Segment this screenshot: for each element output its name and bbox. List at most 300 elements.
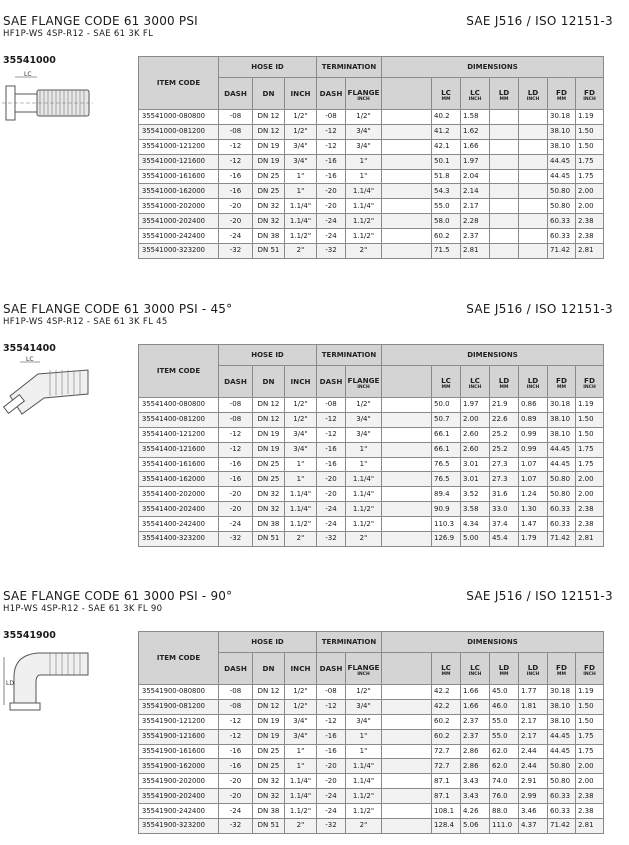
cell-lc-mm: 76.5 xyxy=(432,472,461,487)
cell-lc-inch: 1.58 xyxy=(461,110,490,125)
header-lc-mm xyxy=(432,653,461,685)
cell-ld-inch: 1.07 xyxy=(519,472,548,487)
cell-inch: 2" xyxy=(285,532,317,547)
cell-inch: 2" xyxy=(285,244,317,259)
cell-flange: 1/2" xyxy=(346,398,382,413)
cell-dn: DN 12 xyxy=(253,412,285,427)
header-fd-inch xyxy=(576,653,604,685)
header-dimensions: DIMENSIONS xyxy=(382,345,604,366)
cell-term-dash: -20 xyxy=(317,487,346,502)
cell-lc-inch: 2.60 xyxy=(461,442,490,457)
cell-inch: 1.1/2" xyxy=(285,517,317,532)
cell-ld-mm: 21.9 xyxy=(490,398,519,413)
cell-fd-inch: 1.19 xyxy=(576,110,604,125)
header-fd-inch xyxy=(576,366,604,398)
fd-inch-label: FD xyxy=(584,375,595,385)
cell-ld-mm xyxy=(490,169,519,184)
cell-spacer xyxy=(382,229,432,244)
header-flange-label: FLANGE xyxy=(347,375,380,385)
cell-inch: 1" xyxy=(285,472,317,487)
header-termination: TERMINATION xyxy=(317,632,382,653)
cell-item-code: 35541000-081200 xyxy=(139,124,219,139)
cell-ld-mm: 45.4 xyxy=(490,532,519,547)
cell-fd-mm: 50.80 xyxy=(548,472,576,487)
cell-fd-mm: 50.80 xyxy=(548,759,576,774)
cell-lc-mm: 110.3 xyxy=(432,517,461,532)
cell-spacer xyxy=(382,412,432,427)
cell-spacer xyxy=(382,124,432,139)
table-row xyxy=(139,472,604,487)
cell-fd-inch: 2.00 xyxy=(576,759,604,774)
cell-dn: DN 51 xyxy=(253,819,285,834)
cell-dash: -20 xyxy=(219,774,253,789)
fd-mm-label: FD xyxy=(556,87,567,97)
cell-fd-mm: 60.33 xyxy=(548,789,576,804)
ld-mm-label: LD xyxy=(498,375,510,385)
cell-spacer xyxy=(382,789,432,804)
cell-dash: -16 xyxy=(219,184,253,199)
cell-item-code: 35541400-202400 xyxy=(139,502,219,517)
cell-lc-mm: 50.7 xyxy=(432,412,461,427)
cell-ld-inch: 1.77 xyxy=(519,685,548,700)
cell-fd-mm: 60.33 xyxy=(548,229,576,244)
header-flange xyxy=(346,653,382,685)
cell-flange: 1" xyxy=(346,744,382,759)
cell-dn: DN 25 xyxy=(253,184,285,199)
cell-term-dash: -12 xyxy=(317,714,346,729)
header-dn: DN xyxy=(253,653,285,685)
fd-mm-label: FD xyxy=(556,375,567,385)
cell-ld-inch: 1.81 xyxy=(519,699,548,714)
ld-mm-label: LD xyxy=(498,87,510,97)
cell-ld-inch xyxy=(519,169,548,184)
cell-fd-inch: 1.75 xyxy=(576,154,604,169)
cell-ld-inch: 2.91 xyxy=(519,774,548,789)
cell-term-dash: -08 xyxy=(317,685,346,700)
cell-ld-inch xyxy=(519,214,548,229)
cell-fd-inch: 1.19 xyxy=(576,685,604,700)
cell-fd-mm: 50.80 xyxy=(548,199,576,214)
cell-lc-mm: 42.2 xyxy=(432,699,461,714)
table-row xyxy=(139,685,604,700)
cell-lc-mm: 58.0 xyxy=(432,214,461,229)
cell-fd-mm: 50.80 xyxy=(548,487,576,502)
cell-term-dash: -20 xyxy=(317,774,346,789)
table-row xyxy=(139,729,604,744)
cell-fd-inch: 1.75 xyxy=(576,442,604,457)
cell-inch: 3/4" xyxy=(285,427,317,442)
cell-flange: 1/2" xyxy=(346,110,382,125)
table-row xyxy=(139,184,604,199)
cell-fd-mm: 30.18 xyxy=(548,110,576,125)
cell-dash: -08 xyxy=(219,398,253,413)
cell-item-code: 35541400-202000 xyxy=(139,487,219,502)
header-hose-id: HOSE ID xyxy=(219,632,317,653)
cell-ld-inch: 2.44 xyxy=(519,744,548,759)
cell-flange: 1.1/2" xyxy=(346,789,382,804)
cell-dn: DN 38 xyxy=(253,804,285,819)
cell-spacer xyxy=(382,472,432,487)
cell-dash: -32 xyxy=(219,244,253,259)
cell-lc-inch: 2.17 xyxy=(461,199,490,214)
cell-spacer xyxy=(382,110,432,125)
cell-dash: -20 xyxy=(219,199,253,214)
header-flange-label: FLANGE xyxy=(347,87,380,97)
table-row xyxy=(139,804,604,819)
cell-ld-inch: 2.17 xyxy=(519,714,548,729)
header-term-dash: DASH xyxy=(317,653,346,685)
cell-spacer xyxy=(382,744,432,759)
cell-dn: DN 12 xyxy=(253,110,285,125)
cell-dash: -12 xyxy=(219,442,253,457)
cell-term-dash: -32 xyxy=(317,244,346,259)
cell-ld-mm xyxy=(490,139,519,154)
header-term-dash: DASH xyxy=(317,366,346,398)
header-flange-unit: INCH xyxy=(357,384,370,390)
cell-dn: DN 12 xyxy=(253,699,285,714)
cell-item-code: 35541400-162000 xyxy=(139,472,219,487)
cell-fd-mm: 60.33 xyxy=(548,804,576,819)
cell-inch: 1" xyxy=(285,457,317,472)
unit-mm: MM xyxy=(499,671,509,677)
cell-fd-inch: 2.38 xyxy=(576,517,604,532)
standard-label: SAE J516 / ISO 12151-3 xyxy=(466,14,613,28)
cell-spacer xyxy=(382,532,432,547)
cell-spacer xyxy=(382,457,432,472)
cell-dash: -12 xyxy=(219,729,253,744)
cell-item-code: 35541000-121600 xyxy=(139,154,219,169)
cell-flange: 1" xyxy=(346,442,382,457)
cell-inch: 1.1/4" xyxy=(285,199,317,214)
section-title: SAE FLANGE CODE 61 3000 PSI - 90° xyxy=(3,589,233,603)
cell-fd-mm: 44.45 xyxy=(548,744,576,759)
cell-fd-mm: 38.10 xyxy=(548,714,576,729)
header-inch: INCH xyxy=(285,78,317,110)
cell-dn: DN 19 xyxy=(253,442,285,457)
cell-lc-inch: 3.58 xyxy=(461,502,490,517)
header-lc-inch xyxy=(461,78,490,110)
cell-ld-mm xyxy=(490,244,519,259)
cell-fd-inch: 2.38 xyxy=(576,214,604,229)
cell-dash: -16 xyxy=(219,744,253,759)
cell-ld-mm: 46.0 xyxy=(490,699,519,714)
cell-ld-inch xyxy=(519,154,548,169)
cell-lc-inch: 2.14 xyxy=(461,184,490,199)
cell-ld-inch: 2.17 xyxy=(519,729,548,744)
cell-spacer xyxy=(382,398,432,413)
cell-item-code: 35541000-202000 xyxy=(139,199,219,214)
table-row xyxy=(139,229,604,244)
cell-lc-mm: 108.1 xyxy=(432,804,461,819)
cell-inch: 1.1/4" xyxy=(285,774,317,789)
section-subtitle: HF1P-WS 4SP-R12 - SAE 61 3K FL 45 xyxy=(3,317,168,327)
table-row xyxy=(139,774,604,789)
ld-inch-label: LD xyxy=(527,375,539,385)
cell-lc-inch: 3.01 xyxy=(461,472,490,487)
cell-dash: -20 xyxy=(219,487,253,502)
table-row xyxy=(139,487,604,502)
cell-dash: -08 xyxy=(219,110,253,125)
cell-flange: 3/4" xyxy=(346,139,382,154)
cell-dash: -24 xyxy=(219,517,253,532)
cell-item-code: 35541000-162000 xyxy=(139,184,219,199)
cell-lc-inch: 1.66 xyxy=(461,139,490,154)
cell-item-code: 35541400-121200 xyxy=(139,427,219,442)
cell-ld-inch: 0.99 xyxy=(519,427,548,442)
cell-spacer xyxy=(382,819,432,834)
header-spacer xyxy=(382,366,432,398)
cell-dn: DN 32 xyxy=(253,199,285,214)
cell-flange: 1.1/4" xyxy=(346,184,382,199)
cell-inch: 1" xyxy=(285,744,317,759)
cell-fd-inch: 2.81 xyxy=(576,819,604,834)
cell-lc-inch: 5.00 xyxy=(461,532,490,547)
cell-fd-inch: 2.00 xyxy=(576,487,604,502)
unit-inch: INCH xyxy=(468,671,482,677)
unit-mm: MM xyxy=(441,96,451,102)
cell-dn: DN 38 xyxy=(253,229,285,244)
cell-fd-mm: 44.45 xyxy=(548,729,576,744)
cell-lc-mm: 41.2 xyxy=(432,124,461,139)
fd-inch-label: FD xyxy=(584,87,595,97)
table-row xyxy=(139,199,604,214)
cell-fd-inch: 2.38 xyxy=(576,502,604,517)
cell-lc-inch: 4.34 xyxy=(461,517,490,532)
unit-inch: INCH xyxy=(468,384,482,390)
header-dn: DN xyxy=(253,366,285,398)
header-ld-inch xyxy=(519,78,548,110)
cell-flange: 1.1/2" xyxy=(346,804,382,819)
unit-mm: MM xyxy=(557,384,566,390)
cell-dash: -08 xyxy=(219,124,253,139)
cell-dash: -32 xyxy=(219,532,253,547)
table-row xyxy=(139,759,604,774)
cell-dash: -20 xyxy=(219,789,253,804)
header-dimensions: DIMENSIONS xyxy=(382,632,604,653)
cell-lc-inch: 2.60 xyxy=(461,427,490,442)
cell-term-dash: -16 xyxy=(317,154,346,169)
standard-label: SAE J516 / ISO 12151-3 xyxy=(466,302,613,316)
cell-lc-mm: 55.0 xyxy=(432,199,461,214)
cell-item-code: 35541900-202000 xyxy=(139,774,219,789)
cell-ld-mm xyxy=(490,124,519,139)
cell-term-dash: -16 xyxy=(317,457,346,472)
cell-lc-inch: 2.37 xyxy=(461,714,490,729)
header-ld-mm xyxy=(490,653,519,685)
cell-term-dash: -24 xyxy=(317,502,346,517)
cell-term-dash: -12 xyxy=(317,699,346,714)
cell-item-code: 35541400-242400 xyxy=(139,517,219,532)
cell-lc-mm: 128.4 xyxy=(432,819,461,834)
cell-item-code: 35541000-202400 xyxy=(139,214,219,229)
cell-flange: 2" xyxy=(346,819,382,834)
cell-dash: -16 xyxy=(219,472,253,487)
unit-inch: INCH xyxy=(583,384,596,390)
cell-lc-mm: 60.2 xyxy=(432,714,461,729)
header-dimensions: DIMENSIONS xyxy=(382,57,604,78)
cell-fd-mm: 44.45 xyxy=(548,457,576,472)
header-lc-mm xyxy=(432,366,461,398)
header-flange xyxy=(346,366,382,398)
cell-flange: 1" xyxy=(346,154,382,169)
cell-lc-inch: 2.86 xyxy=(461,744,490,759)
cell-item-code: 35541900-081200 xyxy=(139,699,219,714)
cell-ld-inch: 0.99 xyxy=(519,442,548,457)
cell-ld-mm: 62.0 xyxy=(490,759,519,774)
cell-term-dash: -08 xyxy=(317,110,346,125)
header-dn: DN xyxy=(253,78,285,110)
cell-fd-mm: 44.45 xyxy=(548,154,576,169)
cell-term-dash: -16 xyxy=(317,744,346,759)
ld-inch-label: LD xyxy=(527,87,539,97)
cell-fd-inch: 2.38 xyxy=(576,789,604,804)
cell-fd-inch: 1.50 xyxy=(576,412,604,427)
cell-lc-inch: 2.37 xyxy=(461,229,490,244)
cell-ld-mm xyxy=(490,154,519,169)
lc-inch-label: LC xyxy=(470,662,480,672)
cell-ld-mm xyxy=(490,229,519,244)
cell-fd-mm: 38.10 xyxy=(548,124,576,139)
cell-ld-mm: 76.0 xyxy=(490,789,519,804)
cell-lc-inch: 3.01 xyxy=(461,457,490,472)
cell-lc-mm: 50.1 xyxy=(432,154,461,169)
svg-text:LC: LC xyxy=(24,71,32,78)
cell-term-dash: -32 xyxy=(317,532,346,547)
header-item-code: ITEM CODE xyxy=(139,345,219,398)
cell-inch: 3/4" xyxy=(285,442,317,457)
cell-item-code: 35541900-121600 xyxy=(139,729,219,744)
part-number: 35541400 xyxy=(3,343,56,354)
lc-inch-label: LC xyxy=(470,375,480,385)
header-flange xyxy=(346,78,382,110)
cell-inch: 1.1/4" xyxy=(285,502,317,517)
header-termination: TERMINATION xyxy=(317,57,382,78)
cell-fd-inch: 2.00 xyxy=(576,774,604,789)
cell-fd-inch: 1.50 xyxy=(576,139,604,154)
cell-flange: 3/4" xyxy=(346,427,382,442)
cell-lc-mm: 72.7 xyxy=(432,744,461,759)
header-lc-mm xyxy=(432,78,461,110)
cell-inch: 3/4" xyxy=(285,714,317,729)
cell-spacer xyxy=(382,685,432,700)
cell-term-dash: -12 xyxy=(317,139,346,154)
cell-fd-mm: 71.42 xyxy=(548,819,576,834)
lc-mm-label: LC xyxy=(441,662,451,672)
cell-term-dash: -20 xyxy=(317,199,346,214)
cell-item-code: 35541400-081200 xyxy=(139,412,219,427)
cell-flange: 1" xyxy=(346,169,382,184)
cell-ld-mm: 25.2 xyxy=(490,442,519,457)
cell-spacer xyxy=(382,442,432,457)
section-subtitle: H1P-WS 4SP-R12 - SAE 61 3K FL 90 xyxy=(3,604,163,614)
svg-text:LD: LD xyxy=(6,680,14,687)
cell-item-code: 35541400-323200 xyxy=(139,532,219,547)
unit-inch: INCH xyxy=(583,96,596,102)
cell-flange: 1" xyxy=(346,457,382,472)
cell-flange: 3/4" xyxy=(346,412,382,427)
cell-lc-mm: 76.5 xyxy=(432,457,461,472)
fitting-drawing-icon xyxy=(0,356,95,426)
cell-inch: 1/2" xyxy=(285,110,317,125)
header-dash: DASH xyxy=(219,653,253,685)
cell-inch: 1.1/2" xyxy=(285,804,317,819)
cell-dn: DN 19 xyxy=(253,714,285,729)
cell-flange: 1.1/2" xyxy=(346,214,382,229)
cell-lc-mm: 90.9 xyxy=(432,502,461,517)
cell-lc-inch: 1.97 xyxy=(461,398,490,413)
cell-term-dash: -24 xyxy=(317,214,346,229)
cell-ld-mm: 55.0 xyxy=(490,729,519,744)
cell-inch: 1/2" xyxy=(285,699,317,714)
cell-dn: DN 51 xyxy=(253,244,285,259)
cell-ld-mm: 74.0 xyxy=(490,774,519,789)
cell-inch: 1/2" xyxy=(285,398,317,413)
cell-ld-inch: 1.24 xyxy=(519,487,548,502)
cell-inch: 1/2" xyxy=(285,124,317,139)
cell-dash: -12 xyxy=(219,427,253,442)
table-row xyxy=(139,442,604,457)
cell-lc-mm: 72.7 xyxy=(432,759,461,774)
cell-dash: -08 xyxy=(219,412,253,427)
cell-dn: DN 19 xyxy=(253,154,285,169)
table-row xyxy=(139,169,604,184)
cell-ld-inch: 1.07 xyxy=(519,457,548,472)
cell-ld-inch: 0.86 xyxy=(519,398,548,413)
cell-ld-mm: 27.3 xyxy=(490,472,519,487)
cell-ld-mm: 45.0 xyxy=(490,685,519,700)
cell-lc-inch: 2.37 xyxy=(461,729,490,744)
cell-dash: -16 xyxy=(219,457,253,472)
cell-ld-mm xyxy=(490,199,519,214)
spec-table xyxy=(138,344,604,547)
cell-dash: -24 xyxy=(219,229,253,244)
cell-lc-mm: 60.2 xyxy=(432,229,461,244)
header-lc-inch xyxy=(461,366,490,398)
cell-ld-inch: 1.79 xyxy=(519,532,548,547)
table-row xyxy=(139,789,604,804)
cell-flange: 1" xyxy=(346,729,382,744)
cell-spacer xyxy=(382,244,432,259)
cell-lc-inch: 2.28 xyxy=(461,214,490,229)
cell-lc-inch: 2.04 xyxy=(461,169,490,184)
cell-ld-mm: 88.0 xyxy=(490,804,519,819)
cell-lc-inch: 1.66 xyxy=(461,699,490,714)
header-hose-id: HOSE ID xyxy=(219,57,317,78)
cell-ld-mm: 55.0 xyxy=(490,714,519,729)
table-row xyxy=(139,819,604,834)
lc-inch-label: LC xyxy=(470,87,480,97)
cell-fd-inch: 2.00 xyxy=(576,472,604,487)
cell-dash: -16 xyxy=(219,759,253,774)
table-row xyxy=(139,699,604,714)
cell-fd-inch: 1.50 xyxy=(576,699,604,714)
cell-lc-mm: 60.2 xyxy=(432,729,461,744)
cell-item-code: 35541400-121600 xyxy=(139,442,219,457)
cell-inch: 2" xyxy=(285,819,317,834)
unit-inch: INCH xyxy=(468,96,482,102)
cell-ld-inch xyxy=(519,110,548,125)
unit-inch: INCH xyxy=(583,671,596,677)
table-row xyxy=(139,110,604,125)
cell-ld-mm: 27.3 xyxy=(490,457,519,472)
cell-item-code: 35541900-202400 xyxy=(139,789,219,804)
cell-lc-mm: 40.2 xyxy=(432,110,461,125)
cell-item-code: 35541000-161600 xyxy=(139,169,219,184)
cell-inch: 3/4" xyxy=(285,729,317,744)
cell-lc-mm: 87.1 xyxy=(432,789,461,804)
cell-flange: 2" xyxy=(346,244,382,259)
cell-dash: -24 xyxy=(219,804,253,819)
